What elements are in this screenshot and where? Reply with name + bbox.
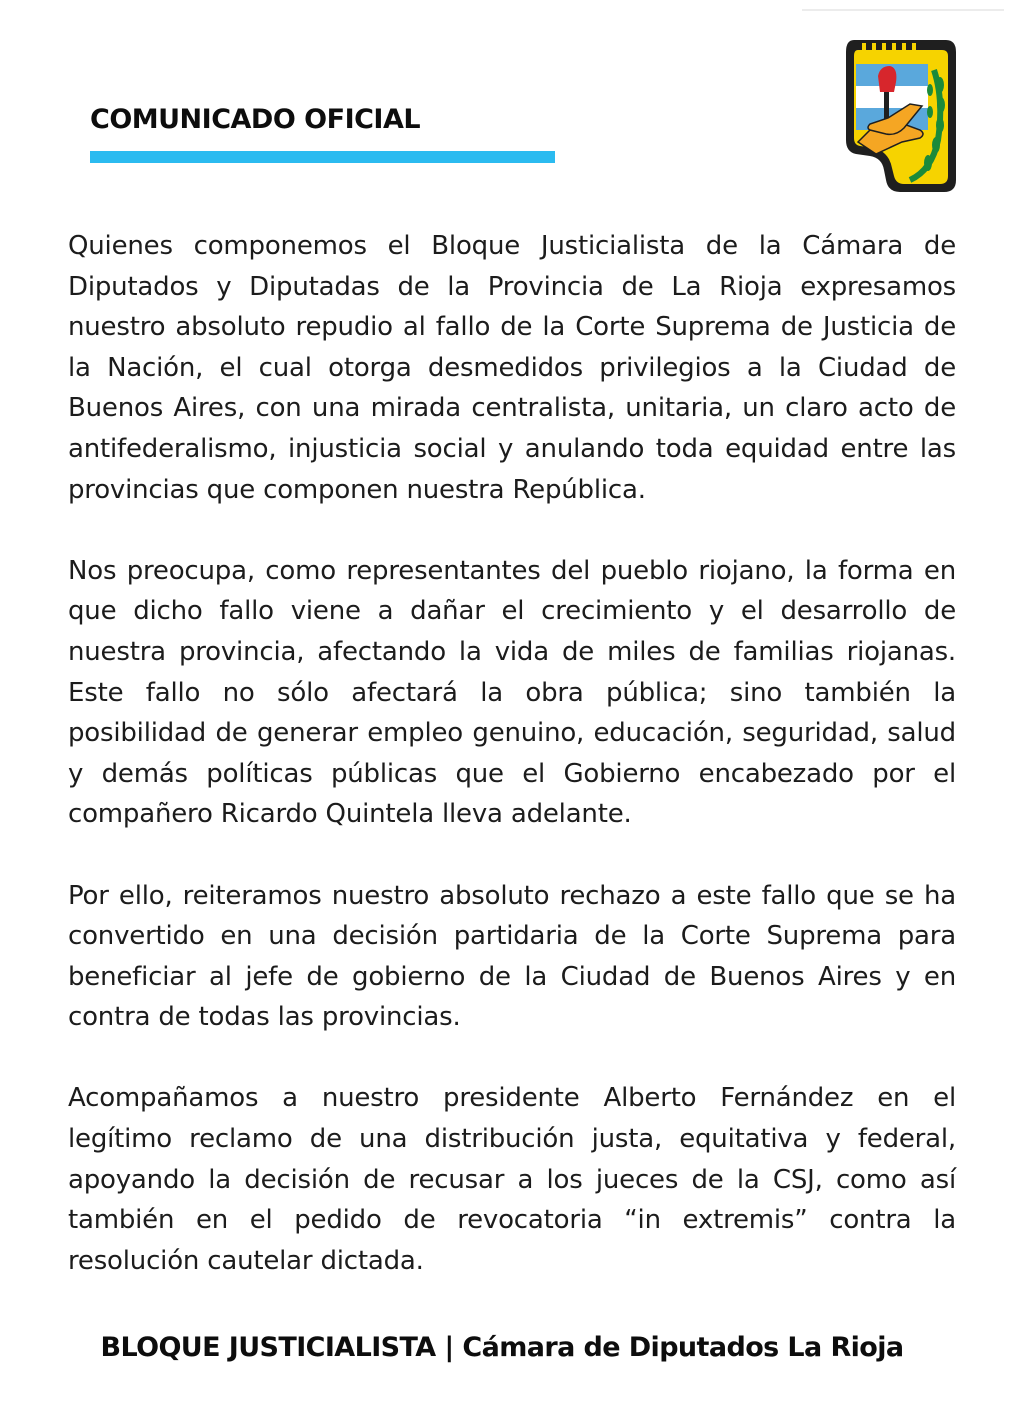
page-title: COMUNICADO OFICIAL [90,104,421,135]
title-underline-bar [90,151,555,163]
body-paragraph-4: Acompañamos a nuestro presidente Alberto Fernández en el legítimo reclamo de una distribución justa, equitativa y federal, apoyando la decisión de recusar a los jueces de la CSJ, como así también en el pedido de revocatoria “in extremis” contra la resolución cautelar dictada. [68,1083,956,1276]
footer-signature: BLOQUE JUSTICIALISTA | Cámara de Diputados La Rioja [100,1332,904,1363]
body-paragraph-1: Quienes componemos el Bloque Justicialista de la Cámara de Diputados y Diputadas de la Provincia de La Rioja expresamos nuestro absoluto repudio al fallo de la Corte Suprema de Justicia de la Nación, el cual otorga desmedidos privilegios a la Ciudad de Buenos Aires, con una mirada centralista, unitaria, un claro acto de antifederalismo, injusticia social y anulando toda equidad entre las provincias que componen nuestra República. [68,231,956,505]
body-paragraph-3: Por ello, reiteramos nuestro absoluto rechazo a este fallo que se ha convertido en una decisión partidaria de la Corte Suprema para beneficiar al jefe de gobierno de la Ciudad de Buenos Aires y en contra de todas las provincias. [68,880,956,1033]
communique-body [68,226,956,1322]
body-paragraph-2: Nos preocupa, como representantes del pueblo riojano, la forma en que dicho fallo viene a dañar el crecimiento y el desarrollo de nuestra provincia, afectando la vida de miles de familias riojanas. Este fallo no sólo afectará la obra pública; sino también la posibilidad de generar empleo genuino, educación, seguridad, salud y demás políticas públicas que el Gobierno encabezado por el compañero Ricardo Quintela lleva adelante. [68,555,956,830]
pj-party-emblem-icon [840,30,960,198]
logo-top-rule [802,9,1004,11]
